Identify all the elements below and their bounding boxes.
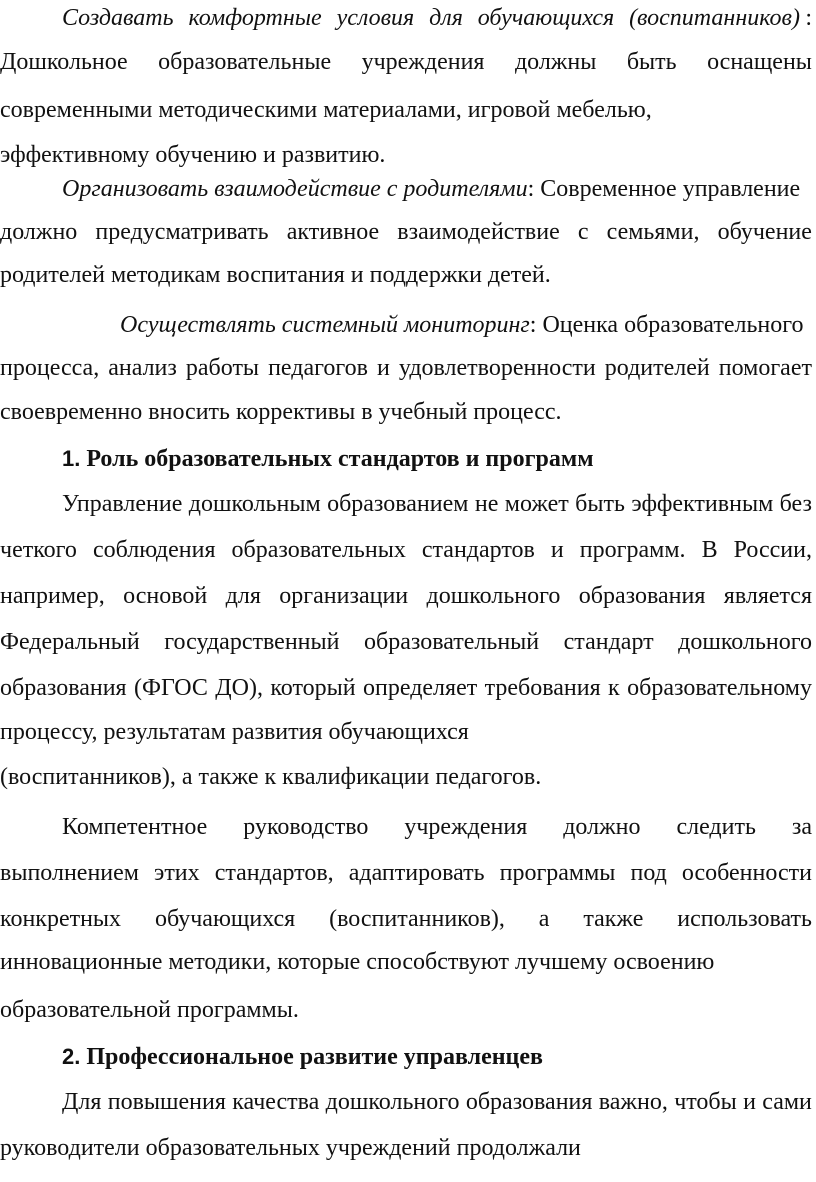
p4-line-4 [0, 627, 812, 657]
word: без [779, 491, 812, 517]
word: дошкольного [426, 583, 561, 609]
p4-line-1 [62, 489, 812, 519]
word: обучение [717, 219, 812, 245]
word: Создавать [62, 5, 174, 31]
word: образования [578, 583, 706, 609]
word: предусматривать [95, 219, 269, 245]
p5-line-4: инновационные методики, которые способствуют лучшему освоению [0, 949, 715, 975]
word: для [225, 583, 261, 609]
p3-lead-italic: Осуществлять системный мониторинг [120, 312, 530, 338]
word: основой [123, 583, 208, 609]
word: стандартов [421, 537, 535, 563]
word: должно [563, 814, 641, 840]
heading-1-number: 1. [62, 446, 81, 471]
p3-line-1 [120, 310, 812, 340]
word: повышения [107, 1089, 226, 1115]
word: России, [733, 537, 812, 563]
word: государственный [164, 629, 340, 655]
word: четкого [0, 537, 77, 563]
word: комфортные [188, 5, 322, 31]
word: учреждения [404, 814, 528, 840]
p1-line-4: эффективному обучению и развитию. [0, 142, 386, 168]
word: определяет [363, 675, 478, 701]
word: обучающихся [477, 5, 615, 31]
p2-lead-italic: Организовать взаимодействие с родителями [62, 176, 528, 202]
word: эффективным [631, 491, 774, 517]
p1-line-3: современными методическими материалами, игровой мебелью, [0, 97, 652, 123]
p2-line-1 [62, 174, 812, 204]
p5-line-3 [0, 904, 812, 934]
word: быть [575, 491, 625, 517]
section-heading-2 [62, 1042, 812, 1072]
word: образовательных [231, 537, 406, 563]
word: следить [676, 814, 756, 840]
word: образования [0, 675, 127, 701]
word: также [583, 906, 644, 932]
word: и [376, 355, 390, 381]
heading-2-title: Профессиональное развитие управленцев [86, 1044, 543, 1070]
p2-lead-rest: : Современное управление [527, 176, 801, 202]
word: взаимодействие [397, 219, 560, 245]
word: педагогов [268, 355, 368, 381]
word: Управление [62, 491, 183, 517]
word: особенности [681, 860, 812, 886]
word: дошкольного [325, 1089, 460, 1115]
word: соблюдения [92, 537, 216, 563]
word: организации [279, 583, 409, 609]
word: образовательному [627, 675, 812, 701]
p1-line-1 [62, 3, 812, 33]
word: быть [626, 49, 677, 75]
p5-line-5: образовательной программы. [0, 997, 299, 1023]
word: условия [336, 5, 415, 31]
word: образовательный [364, 629, 540, 655]
word: с [577, 219, 589, 245]
word: стандартов, [214, 860, 334, 886]
word: Федеральный [0, 629, 140, 655]
word: является [723, 583, 812, 609]
p6-line-2: руководители образовательных учреждений продолжали [0, 1135, 581, 1161]
word: чтобы [674, 1089, 737, 1115]
word: В [701, 537, 718, 563]
word: дошкольным [188, 491, 321, 517]
word: образовательные [158, 49, 332, 75]
word: качества [232, 1089, 320, 1115]
word: этих [154, 860, 200, 886]
word: программы [499, 860, 616, 886]
word: использовать [677, 906, 812, 932]
word: активное [286, 219, 380, 245]
word: обучающихся [154, 906, 296, 932]
word: руководство [243, 814, 369, 840]
p2-line-2 [0, 217, 812, 247]
word: к [608, 675, 620, 701]
word: Дошкольное [0, 49, 128, 75]
p3-lead-rest: : Оценка образовательного [529, 312, 804, 338]
word: который [270, 675, 356, 701]
word: помогает [718, 355, 812, 381]
word: важно, [598, 1089, 668, 1115]
word: семьями, [606, 219, 700, 245]
word: для [429, 5, 463, 31]
p5-line-1 [62, 812, 812, 842]
word: ДО), [215, 675, 263, 701]
p1-colon: : [805, 5, 812, 31]
heading-2-number: 2. [62, 1044, 81, 1069]
p4-line-6: процессу, результатам развития обучающихся [0, 719, 469, 745]
word: выполнением [0, 860, 139, 886]
word: (ФГОС [134, 675, 208, 701]
word: дошкольного [678, 629, 812, 655]
p3-line-3: своевременно вносить коррективы в учебный процесс. [0, 399, 562, 425]
p2-line-3: родителей методикам воспитания и поддержки детей. [0, 262, 551, 288]
word: (воспитанников), [329, 906, 505, 932]
word: не [474, 491, 499, 517]
word: может [504, 491, 569, 517]
word: под [630, 860, 667, 886]
word: оснащены [707, 49, 812, 75]
word: сами [762, 1089, 812, 1115]
word: требования [484, 675, 601, 701]
p4-line-7: (воспитанников), а также к квалификации педагогов. [0, 764, 542, 790]
p1-line-2 [0, 47, 812, 77]
word: образования [465, 1089, 593, 1115]
p4-line-5 [0, 673, 812, 703]
word: должны [514, 49, 597, 75]
p5-line-2 [0, 858, 812, 888]
word: и [743, 1089, 756, 1115]
word: и [550, 537, 564, 563]
word: работы [185, 355, 260, 381]
word: учреждения [361, 49, 485, 75]
word: (воспитанников) [629, 5, 800, 31]
word: должно [0, 219, 78, 245]
word: анализ [108, 355, 177, 381]
word: а [538, 906, 550, 932]
word: например, [0, 583, 105, 609]
p6-line-1 [62, 1087, 812, 1117]
word: Для [62, 1089, 102, 1115]
word: процесса, [0, 355, 100, 381]
heading-1-title: Роль образовательных стандартов и программ [86, 446, 594, 472]
word: Компетентное [62, 814, 208, 840]
word: удовлетворенности [398, 355, 596, 381]
word: стандарт [563, 629, 654, 655]
word: за [791, 814, 812, 840]
word: родителей [604, 355, 710, 381]
p4-line-3 [0, 581, 812, 611]
word: образованием [327, 491, 469, 517]
word: адаптировать [348, 860, 485, 886]
word: конкретных [0, 906, 122, 932]
section-heading-1 [62, 444, 812, 474]
p3-line-2 [0, 353, 812, 383]
p1-lead-italic [62, 3, 800, 33]
word: программ. [579, 537, 686, 563]
p4-line-2 [0, 535, 812, 565]
